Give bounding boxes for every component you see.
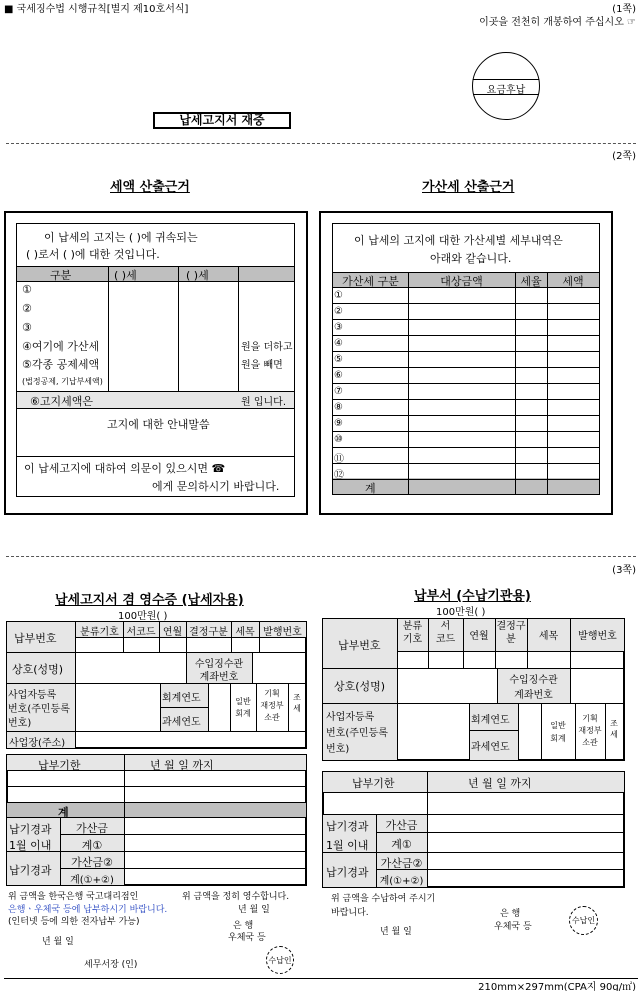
overdue-label-right-1: 납기경과: [326, 820, 369, 833]
penalty-type-header: 가산세 구분: [342, 275, 399, 288]
due-date-value-right: 년 월 일 까지: [468, 777, 532, 790]
penalty-row-12: ⑫: [334, 470, 344, 481]
penalty2-label: 가산금②: [71, 856, 113, 869]
target-amount-header: 대상금액: [440, 275, 483, 288]
penalty-row-11: ⑪: [334, 454, 344, 465]
account-label-right-1: 수입징수관: [509, 675, 558, 686]
right-date: 년 월 일: [380, 927, 412, 937]
penalty-label-1: 가산금: [76, 822, 108, 835]
calc-row-1: ①: [22, 283, 32, 296]
general-account-right-1: 일반: [550, 721, 566, 730]
ministry-label-right-1: 기획: [582, 714, 598, 723]
right-receipt-stamp: 수납인: [569, 906, 598, 935]
penalty-row-2: ②: [334, 306, 343, 317]
code-office: 서코드: [126, 627, 156, 638]
calc-row-deduction: ⑤각종 공제세액: [22, 358, 100, 371]
amount-header: 세액: [562, 275, 584, 288]
code-taxitem: 세목: [235, 627, 255, 638]
postage-mark: [472, 52, 540, 120]
penalty-grid-line: [333, 415, 599, 416]
final-tax-note: 원 입니다.: [241, 397, 286, 408]
penalty-row-6: ⑥: [334, 370, 343, 381]
left-bank-label: 은 행: [233, 921, 254, 931]
account-label-right-2: 계좌번호: [514, 690, 553, 701]
within-month-label-1: 1월 이내: [9, 839, 52, 852]
sum1-label: 계①: [81, 839, 103, 852]
code-taxitem-right: 세목: [538, 631, 559, 642]
fold-line-2: [6, 556, 636, 557]
tax-type-header-1: ( )세: [114, 269, 137, 282]
code-yearmonth-right: 연월: [469, 631, 489, 642]
left-note-3: (인터넷 등에 의한 전자납부 가능): [8, 917, 140, 927]
code-office-right: 서 코드: [435, 621, 456, 645]
fiscal-year-label: 회계연도: [162, 693, 201, 704]
calc-row-penalty: ④여기에 가산세: [22, 340, 100, 353]
collector-form-title: 납부서 (수납기관용): [414, 589, 531, 604]
tax-type-header-2: ( )세: [186, 269, 209, 282]
add-note: 원을 더하고: [241, 342, 293, 353]
chief-label: 세무서장 (인): [84, 960, 138, 970]
ministry-label-3: 소관: [264, 713, 280, 722]
receipt-date: 년 월 일: [238, 905, 270, 915]
receipt-note: 위 금액을 정히 영수합니다.: [182, 892, 290, 902]
rate-header: 세율: [520, 275, 542, 288]
penalty-grid-line: [333, 463, 599, 464]
penalty-intro-1: 이 납세의 고지에 대한 가산세별 세부내역은: [354, 234, 563, 247]
penalty-row-7: ⑦: [334, 386, 343, 397]
sum1-label-right: 계①: [391, 838, 412, 851]
unit-label-left: 100만원( ): [118, 611, 168, 622]
penalty-grid-line: [333, 335, 599, 336]
penalty2-label-right: 가산금②: [380, 857, 423, 870]
reg-label-2: 번호(주민등록: [8, 704, 70, 715]
due-date-label: 납부기한: [38, 759, 81, 772]
taxpayer-receipt-title: 납세고지서 겸 영수증 (납세자용): [55, 593, 244, 608]
tear-instruction: 이곳을 전천히 개봉하여 주십시오 ☞: [479, 17, 636, 28]
due-date-label-right: 납부기한: [352, 777, 395, 790]
fold-line-1: [6, 143, 636, 144]
sum2-label: 계(①+②): [70, 875, 114, 886]
ministry-label-2: 재정부: [260, 701, 284, 710]
final-tax-label: ⑥고지세액은: [30, 395, 93, 408]
penalty-grid-line: [333, 447, 599, 448]
penalty-row-8: ⑧: [334, 402, 343, 413]
code-decision: 결정구분: [189, 627, 228, 638]
tax-basis-heading: 세액 산출근거: [110, 180, 190, 195]
penalty-row-5: ⑤: [334, 354, 343, 365]
code-issue-right: 발행번호: [578, 631, 617, 642]
penalty-grid-line: [333, 319, 599, 320]
code-yearmonth: 연월: [162, 627, 183, 638]
reg-label-1: 사업자등록: [8, 690, 57, 701]
reissue-title: 납세고지서 재중: [153, 112, 291, 129]
penalty-grid-column: [408, 272, 409, 494]
deduction-note: (법정공제, 기납부세액): [22, 377, 103, 386]
reg-label-right-2: 번호(주민등록: [326, 728, 388, 739]
penalty-grid-line: [333, 303, 599, 304]
tax-category-label: 조세: [293, 693, 301, 713]
right-post-label: 우체국 등: [494, 922, 532, 932]
penalty-grid-column: [547, 272, 548, 494]
penalty-grid-line: [333, 399, 599, 400]
right-note-1: 위 금액을 수납하여 주시기: [331, 894, 436, 904]
ministry-label-right-2: 재정부: [578, 726, 602, 735]
penalty-grid-line: [333, 351, 599, 352]
penalty-row-9: ⑨: [334, 418, 343, 429]
general-account-2: 회계: [235, 709, 251, 718]
code-decision-right: 결정구 분: [496, 621, 526, 645]
page-number-3: (3쪽): [612, 565, 636, 576]
attribution-line: 이 납세의 고지는 ( )에 귀속되는: [44, 231, 198, 244]
form-reference: ■ 국세징수법 시행규칙[별지 제10호서식]: [4, 4, 189, 15]
division-header: 구분: [50, 269, 72, 282]
code-issue: 발행번호: [263, 627, 302, 638]
inquiry-line-2: 에게 문의하시기 바랍니다.: [152, 480, 280, 493]
inquiry-line-1: 이 납세고지에 대하여 의문이 있으시면 ☎: [24, 462, 226, 475]
penalty-grid-column: [515, 272, 516, 494]
payment-number-label-right: 납부번호: [338, 639, 381, 652]
penalty-label-right-1: 가산금: [385, 819, 418, 832]
page-number-1: (1쪽): [612, 4, 636, 15]
subtract-note: 원을 빼면: [241, 360, 283, 371]
due-date-value: 년 월 일 까지: [150, 759, 214, 772]
company-label: 상호(성명): [12, 663, 64, 676]
guide-title: 고지에 대한 안내말씀: [107, 418, 210, 431]
penalty-grid-line: [333, 367, 599, 368]
penalty-row-4: ④: [334, 338, 343, 349]
left-post-label: 우체국 등: [228, 933, 266, 943]
total-label: 계: [58, 806, 69, 819]
general-account-right-2: 회계: [550, 734, 566, 743]
penalty-row-1: ①: [334, 290, 343, 301]
fiscal-year-label-right: 회계연도: [471, 715, 510, 726]
calc-row-3: ③: [22, 321, 32, 334]
reg-label-right-1: 사업자등록: [326, 712, 375, 723]
payment-number-label: 납부번호: [14, 632, 57, 645]
address-label: 사업장(주소): [9, 738, 66, 749]
tax-year-label: 과세연도: [162, 717, 201, 728]
penalty-basis-heading: 가산세 산출근거: [422, 180, 515, 195]
unit-label-right: 100만원( ): [436, 607, 486, 618]
general-account-1: 일반: [235, 697, 251, 706]
ministry-label-right-3: 소관: [582, 738, 598, 747]
sum2-label-right: 계(①+②): [379, 876, 424, 887]
overdue-label-right-2: 납기경과: [326, 866, 369, 879]
tax-category-label-right: 조세: [610, 719, 618, 739]
account-label-2: 계좌번호: [199, 672, 239, 683]
tax-year-label-right: 과세연도: [471, 742, 510, 753]
left-note-2: 은행ㆍ우체국 등에 납부하시기 바랍니다.: [8, 905, 168, 915]
overdue-label-2: 납기경과: [9, 864, 52, 877]
tax-subject-line: ( )로서 ( )에 대한 것입니다.: [26, 248, 160, 261]
penalty-row-10: ⑩: [334, 434, 343, 445]
right-note-2: 바랍니다.: [331, 908, 369, 918]
code-class-right: 분류 기호: [402, 621, 423, 645]
ministry-label-1: 기획: [264, 689, 280, 698]
reg-label-3: 번호): [8, 718, 32, 729]
left-date: 년 월 일: [42, 937, 74, 947]
reg-label-right-3: 번호): [326, 744, 350, 755]
left-receipt-stamp: 수납인: [266, 946, 294, 974]
right-bank-label: 은 행: [500, 909, 521, 919]
left-note-1: 위 금액을 한국은행 국고대리점인: [8, 892, 139, 902]
paper-size: 210mm×297mm(CPA지 90g/㎡): [478, 982, 636, 991]
penalty-grid-line: [333, 431, 599, 432]
account-label-1: 수입징수관: [194, 659, 244, 670]
code-class: 분류기호: [80, 627, 119, 638]
within-month-label-right: 1월 이내: [326, 839, 369, 852]
penalty-total: 계: [365, 482, 376, 495]
page-number-2: (2쪽): [612, 151, 636, 162]
overdue-label-1: 납기경과: [9, 823, 52, 836]
penalty-grid-line: [333, 383, 599, 384]
penalty-intro-2: 아래와 같습니다.: [430, 252, 512, 265]
calc-row-2: ②: [22, 302, 32, 315]
company-label-right: 상호(성명): [334, 680, 386, 693]
postage-label: 요금후납: [486, 85, 526, 96]
penalty-row-3: ③: [334, 322, 343, 333]
